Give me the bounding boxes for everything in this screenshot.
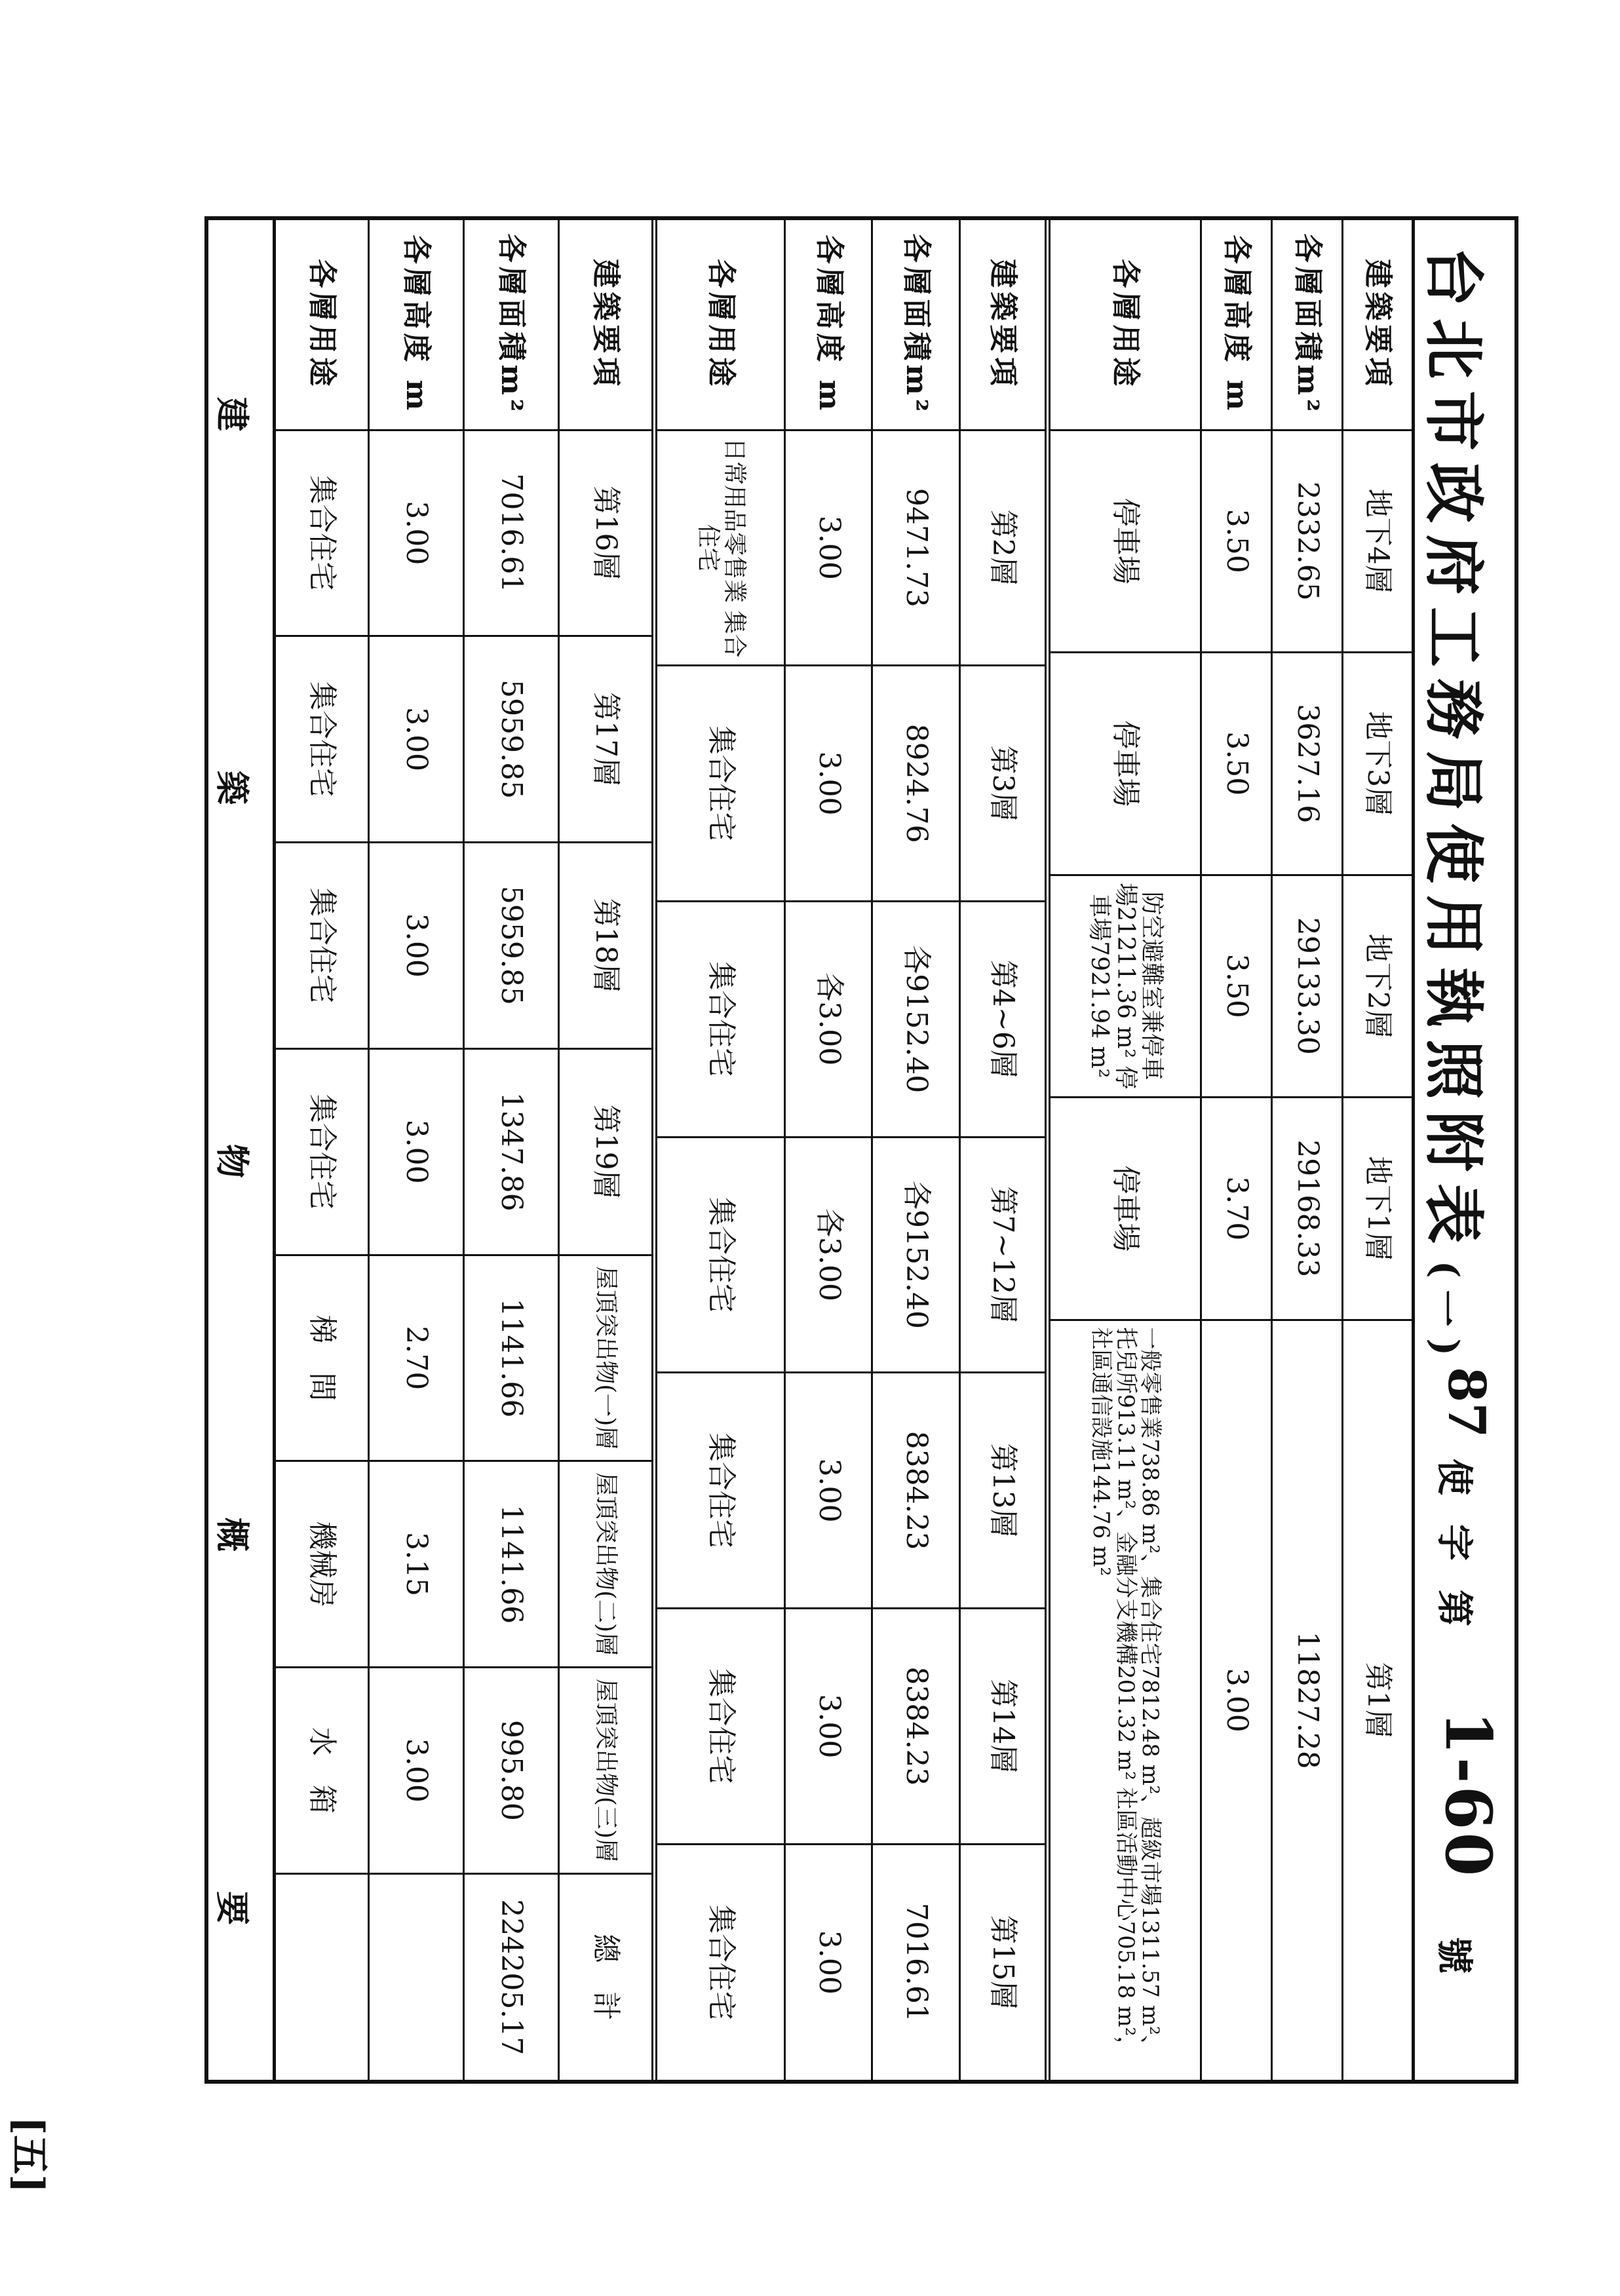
table-cell: 1141.66 bbox=[464, 1255, 559, 1461]
row-header: 建築要項 bbox=[1342, 220, 1412, 430]
table-cell: 7016.61 bbox=[872, 1844, 959, 2080]
table-cell: 停車場 bbox=[1051, 1098, 1201, 1320]
table-cell: 屋頂突出物(二)層 bbox=[559, 1461, 651, 1668]
table-row bbox=[1342, 220, 1412, 2080]
row-header: 建築要項 bbox=[959, 220, 1045, 430]
table-cell: 第13層 bbox=[959, 1373, 1045, 1609]
title-bar bbox=[1412, 220, 1514, 2080]
table-cell: 第14層 bbox=[959, 1609, 1045, 1845]
table-cell: 2.70 bbox=[369, 1255, 464, 1461]
table-cell: 3.00 bbox=[369, 1048, 464, 1255]
document-title bbox=[1415, 246, 1501, 1368]
table-cell: 各9152.40 bbox=[872, 1137, 959, 1373]
table-cell: 防空避難室兼停車場21211.36 m² 停車場7921.94 m² bbox=[1051, 875, 1201, 1098]
table-cell: 29133.30 bbox=[1271, 875, 1342, 1098]
title-suffix: (一) bbox=[1423, 1261, 1467, 1368]
section-2f-15f bbox=[651, 220, 1045, 2080]
table-cell: 集合住宅 bbox=[657, 1373, 785, 1609]
table-cell: 集合住宅 bbox=[657, 1609, 785, 1845]
table-cell: 3.00 bbox=[785, 1844, 872, 2080]
table-row bbox=[959, 220, 1045, 2080]
table-cell: 3.15 bbox=[369, 1461, 464, 1668]
table-cell: 3.00 bbox=[785, 666, 872, 902]
table-row bbox=[559, 220, 651, 2080]
table-cell: 1141.66 bbox=[464, 1461, 559, 1668]
table-cell: 集合住宅 bbox=[657, 1844, 785, 2080]
table-cell: 水 箱 bbox=[276, 1668, 369, 1874]
table-cell: 3.00 bbox=[1201, 1320, 1271, 2080]
row-header: 建築要項 bbox=[559, 220, 651, 430]
table-row bbox=[657, 220, 785, 2080]
row-header: 各層高度 m bbox=[785, 220, 872, 430]
basement-table bbox=[1051, 220, 1412, 2080]
table-cell: 1347.86 bbox=[464, 1048, 559, 1255]
side-label-char: 建 bbox=[212, 397, 252, 432]
table-cell: 3.00 bbox=[369, 430, 464, 636]
table-cell: 第4~6層 bbox=[959, 901, 1045, 1137]
table-cell: 3627.16 bbox=[1271, 653, 1342, 875]
title-text: 台北市政府工務局使用執照附表 bbox=[1418, 246, 1489, 1256]
table-cell: 第17層 bbox=[559, 636, 651, 843]
table-row bbox=[1201, 220, 1271, 2080]
table-cell: 224205.17 bbox=[464, 1873, 559, 2080]
table-row bbox=[1271, 220, 1342, 2080]
permit-label-4: 號 bbox=[1433, 1937, 1476, 1974]
table-cell: 集合住宅 bbox=[276, 430, 369, 636]
side-label-char: 物 bbox=[212, 1144, 252, 1179]
table-cell: 集合住宅 bbox=[657, 901, 785, 1137]
permit-table-frame bbox=[204, 216, 1518, 2084]
table-cell: 5959.85 bbox=[464, 636, 559, 843]
table-cell: 3.00 bbox=[369, 1668, 464, 1874]
table-cell: 地下2層 bbox=[1342, 875, 1412, 1098]
table-cell: 總 計 bbox=[559, 1873, 651, 2080]
table-cell: 集合住宅 bbox=[657, 1137, 785, 1373]
table-cell: 一般零售業738.86 m²、集合住宅7812.48 m²、超級市場1311.57 m²、托兒所913.11 m²、金融分支機構201.32 m² 社區活動中心705.18 m²，社區通信設施144.76 m² bbox=[1051, 1320, 1201, 2080]
table-cell: 995.80 bbox=[464, 1668, 559, 1874]
table-cell: 日常用品零售業 集合住宅 bbox=[657, 430, 785, 666]
table-cell: 集合住宅 bbox=[276, 1048, 369, 1255]
table-cell: 梯 間 bbox=[276, 1255, 369, 1461]
table-cell: 各9152.40 bbox=[872, 901, 959, 1137]
table-cell: 地下3層 bbox=[1342, 653, 1412, 875]
row-header: 各層用途 bbox=[1051, 220, 1201, 430]
table-cell: 第1層 bbox=[1342, 1320, 1412, 2080]
table-cell: 3.00 bbox=[369, 843, 464, 1049]
side-label-char: 築 bbox=[212, 771, 252, 805]
side-label-char: 概 bbox=[212, 1518, 252, 1552]
table-cell: 第19層 bbox=[559, 1048, 651, 1255]
permit-year: 87 bbox=[1437, 1367, 1496, 1438]
table-cell: 第15層 bbox=[959, 1844, 1045, 2080]
table-cell: 8384.23 bbox=[872, 1609, 959, 1845]
table-cell: 9471.73 bbox=[872, 430, 959, 666]
table-cell: 第18層 bbox=[559, 843, 651, 1049]
table-cell: 3.00 bbox=[785, 1609, 872, 1845]
table-cell: 3.00 bbox=[369, 636, 464, 843]
table-cell: 2332.65 bbox=[1271, 430, 1342, 653]
table-row bbox=[785, 220, 872, 2080]
section-basement-1f bbox=[1045, 220, 1412, 2080]
permit-number: 1-60 bbox=[1431, 1711, 1505, 1879]
table-cell: 機械房 bbox=[276, 1461, 369, 1668]
table-cell: 3.00 bbox=[785, 1373, 872, 1609]
side-label-band bbox=[208, 220, 276, 2080]
table-cell: 停車場 bbox=[1051, 653, 1201, 875]
table-cell: 5959.85 bbox=[464, 843, 559, 1049]
floors-16-roof-table bbox=[276, 220, 651, 2080]
table-row bbox=[369, 220, 464, 2080]
table-cell: 屋頂突出物(一)層 bbox=[559, 1255, 651, 1461]
table-cell: 7016.61 bbox=[464, 430, 559, 636]
table-cell: 8924.76 bbox=[872, 666, 959, 902]
table-cell: 各3.00 bbox=[785, 901, 872, 1137]
table-row bbox=[464, 220, 559, 2080]
table-cell: 集合住宅 bbox=[276, 843, 369, 1049]
table-row bbox=[872, 220, 959, 2080]
table-row bbox=[276, 220, 369, 2080]
table-cell: 11827.28 bbox=[1271, 1320, 1342, 2080]
table-cell: 8384.23 bbox=[872, 1373, 959, 1609]
table-cell: 29168.33 bbox=[1271, 1098, 1342, 1320]
side-label-char: 要 bbox=[212, 1891, 252, 1926]
row-header: 各層面積m² bbox=[872, 220, 959, 430]
table-cell: 集合住宅 bbox=[657, 666, 785, 902]
table-cell: 地下1層 bbox=[1342, 1098, 1412, 1320]
table-cell: 集合住宅 bbox=[276, 636, 369, 843]
table-cell: 第7~12層 bbox=[959, 1137, 1045, 1373]
permit-label-2: 字 bbox=[1433, 1524, 1476, 1561]
row-header: 各層面積m² bbox=[464, 220, 559, 430]
table-cell bbox=[276, 1873, 369, 2080]
table-cell: 第3層 bbox=[959, 666, 1045, 902]
table-cell: 3.50 bbox=[1201, 875, 1271, 1098]
table-cell: 停車場 bbox=[1051, 430, 1201, 653]
permit-label-1: 使 bbox=[1433, 1459, 1476, 1495]
table-cell: 地下4層 bbox=[1342, 430, 1412, 653]
table-cell: 3.70 bbox=[1201, 1098, 1271, 1320]
table-cell: 3.50 bbox=[1201, 653, 1271, 875]
permit-label-3: 第 bbox=[1433, 1590, 1476, 1626]
table-cell: 第16層 bbox=[559, 430, 651, 636]
section-16f-roof bbox=[276, 220, 651, 2080]
row-header: 各層用途 bbox=[657, 220, 785, 430]
row-header: 各層面積m² bbox=[1271, 220, 1342, 430]
table-cell: 屋頂突出物(三)層 bbox=[559, 1668, 651, 1874]
table-row bbox=[1051, 220, 1201, 2080]
row-header: 各層高度 m bbox=[1201, 220, 1271, 430]
row-header: 各層高度 m bbox=[369, 220, 464, 430]
table-cell: 各3.00 bbox=[785, 1137, 872, 1373]
floors-2-15-table bbox=[657, 220, 1045, 2080]
page-stamp: [五] bbox=[6, 2116, 52, 2193]
table-cell: 3.00 bbox=[785, 430, 872, 666]
row-header: 各層用途 bbox=[276, 220, 369, 430]
table-cell: 3.50 bbox=[1201, 430, 1271, 653]
table-cell bbox=[369, 1873, 464, 2080]
table-cell: 第2層 bbox=[959, 430, 1045, 666]
